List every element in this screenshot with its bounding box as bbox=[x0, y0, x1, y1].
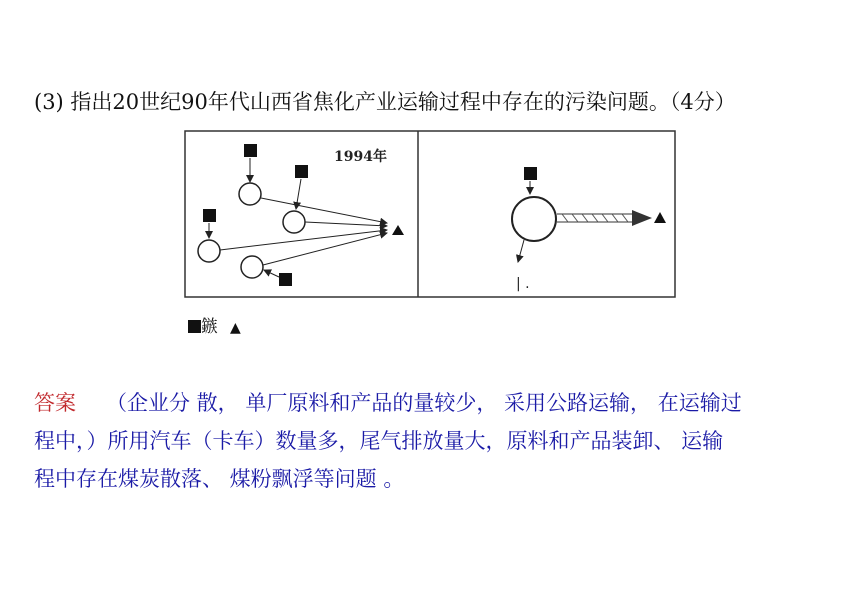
coking-plant-3 bbox=[198, 240, 220, 262]
answer-line-3: 程中存在煤炭散落、 煤粉飘浮等问题 。 bbox=[34, 467, 405, 491]
figure-legend bbox=[188, 312, 241, 337]
coal-mine-marker-2 bbox=[295, 165, 308, 178]
coking-transport-figure bbox=[184, 130, 676, 298]
year-label: 1994年 bbox=[334, 149, 387, 165]
legend-square-label: 鏃 bbox=[201, 317, 218, 337]
coal-mine-marker-1 bbox=[244, 144, 257, 157]
right-panel-mark: | . bbox=[516, 276, 530, 292]
legend-square-symbol bbox=[188, 320, 201, 333]
question-text: (3) 指出20世纪90年代山西省焦化产业运输过程中存在的污染问题。（4分） bbox=[34, 90, 736, 114]
coal-mine-marker-4 bbox=[279, 273, 292, 286]
large-coking-plant bbox=[512, 197, 556, 241]
legend-triangle-symbol: ▲ bbox=[230, 320, 241, 336]
answer-line-2: 程中，）所用汽车（卡车）数量多，尾气排放量大，原料和产品装卸、 运输 bbox=[34, 429, 724, 453]
answer-line-1 bbox=[34, 384, 860, 422]
answer-label: 答案 bbox=[34, 391, 76, 415]
coking-plant-1 bbox=[239, 183, 261, 205]
answer-line-1-text: （企业分 散， 单厂原料和产品的量较少， 采用公路运输， 在运输过 bbox=[106, 391, 742, 415]
figure-svg bbox=[184, 130, 676, 298]
coal-mine-marker-3 bbox=[203, 209, 216, 222]
coking-plant-4 bbox=[241, 256, 263, 278]
answer-block bbox=[34, 384, 860, 498]
coking-plant-2 bbox=[283, 211, 305, 233]
coal-mine-marker-right bbox=[524, 167, 537, 180]
